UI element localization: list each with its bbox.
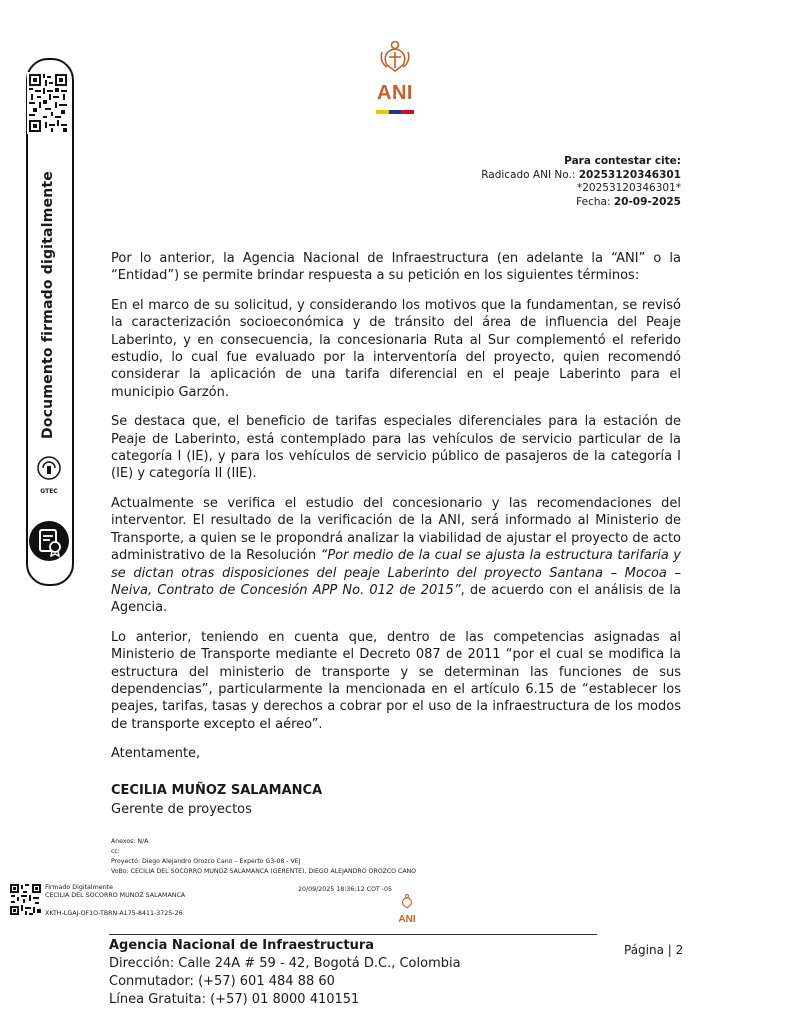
vobo: VoBo: CECILIA DEL SOCORRO MUNOZ SALAMANCA (GERENTE), DIEGO ALEJANDRO OROZCO CANO (111, 868, 417, 875)
proyecto: Proyectó: Diego Alejandro Orozco Cano – Experto G3-08 - VEJ (111, 858, 301, 865)
cite-heading: Para contestar cite: (564, 155, 681, 167)
footer-address (109, 937, 461, 1009)
verification-code: XKTH-LGAJ-OF1O-TBRN-A175-8411-3725-26 (45, 910, 183, 917)
fecha-line: Fecha: 20-09-2025 (576, 195, 681, 208)
ani-emblem-icon (378, 38, 412, 78)
signature-timestamp: 20/09/2025 18:36:12 COT -05 (298, 886, 393, 893)
paragraph-3: Se destaca que, el beneficio de tarifas especiales diferenciales para la estación de Peaje de Laberinto, está contemplado para las vehículos de servicio particular de la categoría I (IE), y para los vehículos de servicio público de pasajeros de la categoría I (IE) y categoría II (IIE). (111, 414, 681, 482)
paragraph-2: En el marco de su solicitud, y considerando los motivos que la fundamentan, se revisó la caracterización socioeconómica y de tránsito del área de influencia del Peaje Laberinto, y en consecuencia, la concesionaria Ruta al Sur complementó el referido estudio, lo cual fue evaluado por la interventoría del proyecto, quien recomendó considerar la aplicación de una tarifa diferencial en el peaje Laberinto para el municipio Garzón. (111, 297, 681, 400)
ani-logo-small (392, 893, 422, 925)
signer-role: Gerente de proyectos (111, 802, 252, 817)
footer-direccion: Dirección: Calle 24A # 59 - 42, Bogotá D.C., Colombia (109, 956, 461, 971)
colombia-flag-stripe (376, 110, 414, 114)
footer-divider (109, 934, 597, 935)
cite-block (481, 155, 681, 209)
ani-small-text: ANI (398, 914, 416, 925)
radicado-barcode-text: *20253120346301* (576, 182, 681, 194)
signature-qr-code (9, 883, 42, 920)
signer-name: CECILIA MUÑOZ SALAMANCA (111, 783, 323, 798)
closing: Atentamente, (111, 746, 201, 762)
paragraph-5: Lo anterior, teniendo en cuenta que, dentro de las competencias asignadas al Ministerio de Transporte mediante el Decreto 087 de 2011 “por el cual se modifica la estructura del ministerio de transporte y se determinan las funciones de sus dependencias”, particularmente la mencionada en el artículo 6.15 de “establecer los peajes, tarifas, tasas y derechos a cobrar por el uso de la infraestructura de los modos de transporte excepto el aéreo”. (111, 629, 681, 732)
page-number: Página | 2 (624, 943, 684, 957)
gtec-logo-icon (35, 454, 63, 490)
footer-conmutador: Conmutador: (+57) 601 484 88 60 (109, 974, 335, 989)
gtec-label: GTEC (40, 488, 58, 495)
anexos: Anexos: N/A (111, 838, 149, 845)
ani-logo (370, 38, 420, 114)
vertical-signed-label: Documento firmado digitalmente (40, 171, 56, 439)
letter-body (111, 250, 681, 775)
paragraph-4: Actualmente se verifica el estudio del concesionario y las recomendaciones del interventor. El resultado de la verificación de la ANI, será informado al Ministerio de Transporte, a quien se le propondrá analizar la viabilidad de ajustar el proyecto de acto administrativo de la Resolución “Por medio de la cual se ajusta la estructura tarifaria y se dictan otras disposiciones del peaje Laberinto del proyecto Santana – Mocoa – Neiva, Contrato de Concesión APP No. 012 de 2015”, de acuerdo con el análisis de la Agencia. (111, 495, 681, 616)
ani-logo-text: ANI (377, 82, 413, 104)
footer-title: Agencia Nacional de Infraestructura (109, 938, 375, 953)
ani-emblem-small-icon (399, 893, 415, 911)
footer-linea: Línea Gratuita: (+57) 01 8000 410151 (109, 992, 360, 1007)
cc: cc: (111, 848, 120, 855)
digital-signature-info: Firmado Digitalmente CECILIA DEL SOCORRO MUNOZ SALAMANCA (45, 884, 186, 899)
paragraph-1: Por lo anterior, la Agencia Nacional de Infraestructura (en adelante la “ANI” o la “Entidad”) se permite brindar respuesta a su petición en los siguientes términos: (111, 251, 681, 284)
radicado-line: Radicado ANI No.: 20253120346301 (481, 168, 681, 181)
qr-code (27, 72, 69, 134)
document-certificate-icon (29, 521, 69, 561)
annex-block (111, 837, 416, 877)
